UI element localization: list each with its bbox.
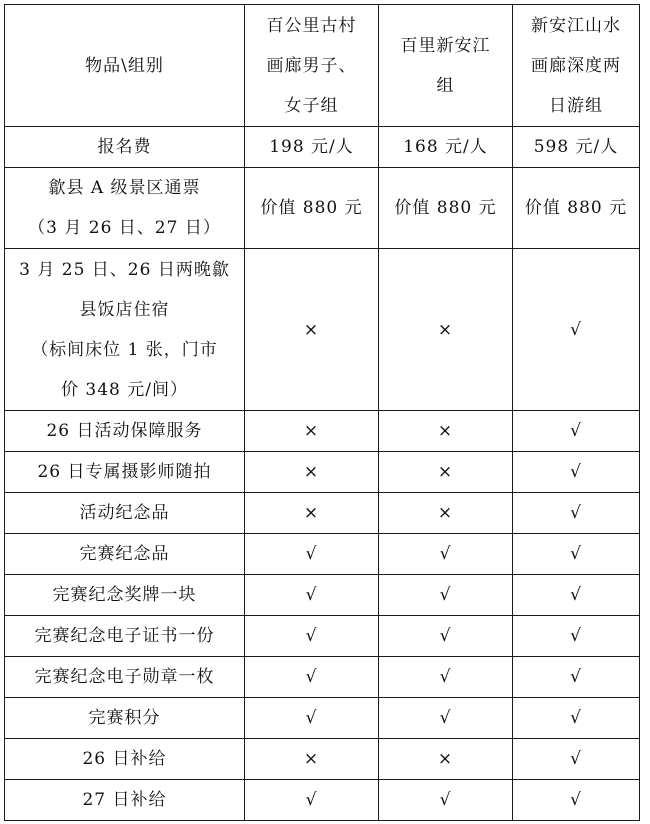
value-cell: √ xyxy=(379,698,513,739)
item-cell: 26 日补给 xyxy=(5,739,245,780)
item-cell xyxy=(5,249,245,411)
header-group1-line: 画廊男子、 xyxy=(266,55,357,76)
value-cell: √ xyxy=(513,575,640,616)
table-row xyxy=(5,493,640,534)
value-cell: × xyxy=(379,411,513,452)
item-line: （3 月 26 日、27 日） xyxy=(28,218,221,238)
value-cell: × xyxy=(379,493,513,534)
value-cell: √ xyxy=(513,616,640,657)
item-line: （标间床位 1 张，门市 xyxy=(31,339,218,360)
table-row xyxy=(5,616,640,657)
value-cell: × xyxy=(245,452,379,493)
header-group3-line: 日游组 xyxy=(549,95,603,116)
table-row-fee xyxy=(5,127,640,168)
item-line: 县饭店住宿 xyxy=(79,299,170,320)
value-cell: √ xyxy=(513,249,640,411)
table-row xyxy=(5,575,640,616)
value-cell: √ xyxy=(513,452,640,493)
value-cell: × xyxy=(245,411,379,452)
value-cell: √ xyxy=(245,657,379,698)
value-cell: √ xyxy=(379,616,513,657)
value-cell: √ xyxy=(513,534,640,575)
item-cell: 26 日专属摄影师随拍 xyxy=(5,452,245,493)
header-group2-line: 组 xyxy=(436,75,455,96)
value-cell: √ xyxy=(379,780,513,821)
value-cell: √ xyxy=(245,575,379,616)
table-row xyxy=(5,452,640,493)
item-cell: 完赛纪念电子证书一份 xyxy=(5,616,245,657)
value-cell: √ xyxy=(379,657,513,698)
value-cell: 价值 880 元 xyxy=(245,168,379,249)
value-cell: √ xyxy=(245,616,379,657)
value-cell: × xyxy=(379,452,513,493)
value-cell: 价值 880 元 xyxy=(513,168,640,249)
value-cell: √ xyxy=(379,575,513,616)
package-comparison-table xyxy=(4,4,640,821)
value-cell: √ xyxy=(245,534,379,575)
item-cell: 完赛积分 xyxy=(5,698,245,739)
table-row-ticket xyxy=(5,168,640,249)
value-cell: √ xyxy=(513,698,640,739)
value-cell: √ xyxy=(513,739,640,780)
value-cell: √ xyxy=(379,534,513,575)
item-line: 价 348 元/间） xyxy=(61,379,188,400)
table-row xyxy=(5,657,640,698)
value-cell: × xyxy=(245,249,379,411)
item-cell: 26 日活动保障服务 xyxy=(5,411,245,452)
value-cell: × xyxy=(245,739,379,780)
value-cell: √ xyxy=(245,780,379,821)
header-group3-line: 画廊深度两 xyxy=(531,55,621,76)
item-cell xyxy=(5,168,245,249)
value-cell: √ xyxy=(245,698,379,739)
table-row xyxy=(5,698,640,739)
item-line: 歙县 A 级景区通票 xyxy=(48,178,201,198)
header-row xyxy=(5,5,640,127)
value-cell: 168 元/人 xyxy=(379,127,513,168)
table-row xyxy=(5,780,640,821)
item-cell: 报名费 xyxy=(5,127,245,168)
item-cell: 完赛纪念电子勋章一枚 xyxy=(5,657,245,698)
item-cell: 活动纪念品 xyxy=(5,493,245,534)
item-cell: 完赛纪念奖牌一块 xyxy=(5,575,245,616)
value-cell: √ xyxy=(513,411,640,452)
value-cell: 598 元/人 xyxy=(513,127,640,168)
value-cell: × xyxy=(379,739,513,780)
value-cell: 198 元/人 xyxy=(245,127,379,168)
table-row xyxy=(5,534,640,575)
value-cell: × xyxy=(245,493,379,534)
header-group1-cell xyxy=(245,5,379,127)
header-group2-line: 百里新安江 xyxy=(400,35,491,56)
header-group2-cell xyxy=(379,5,513,127)
header-corner-cell: 物品\组别 xyxy=(5,5,245,127)
table-row-hotel xyxy=(5,249,640,411)
header-group1-line: 百公里古村 xyxy=(266,15,357,36)
item-line: 3 月 25 日、26 日两晚歙 xyxy=(19,259,230,280)
value-cell: × xyxy=(379,249,513,411)
value-cell: √ xyxy=(513,780,640,821)
header-group1-line: 女子组 xyxy=(284,95,339,116)
value-cell: √ xyxy=(513,657,640,698)
table-row xyxy=(5,411,640,452)
header-group3-cell xyxy=(513,5,640,127)
value-cell: √ xyxy=(513,493,640,534)
value-cell: 价值 880 元 xyxy=(379,168,513,249)
item-cell: 完赛纪念品 xyxy=(5,534,245,575)
header-group3-line: 新安江山水 xyxy=(531,15,621,36)
table-row xyxy=(5,739,640,780)
item-cell: 27 日补给 xyxy=(5,780,245,821)
